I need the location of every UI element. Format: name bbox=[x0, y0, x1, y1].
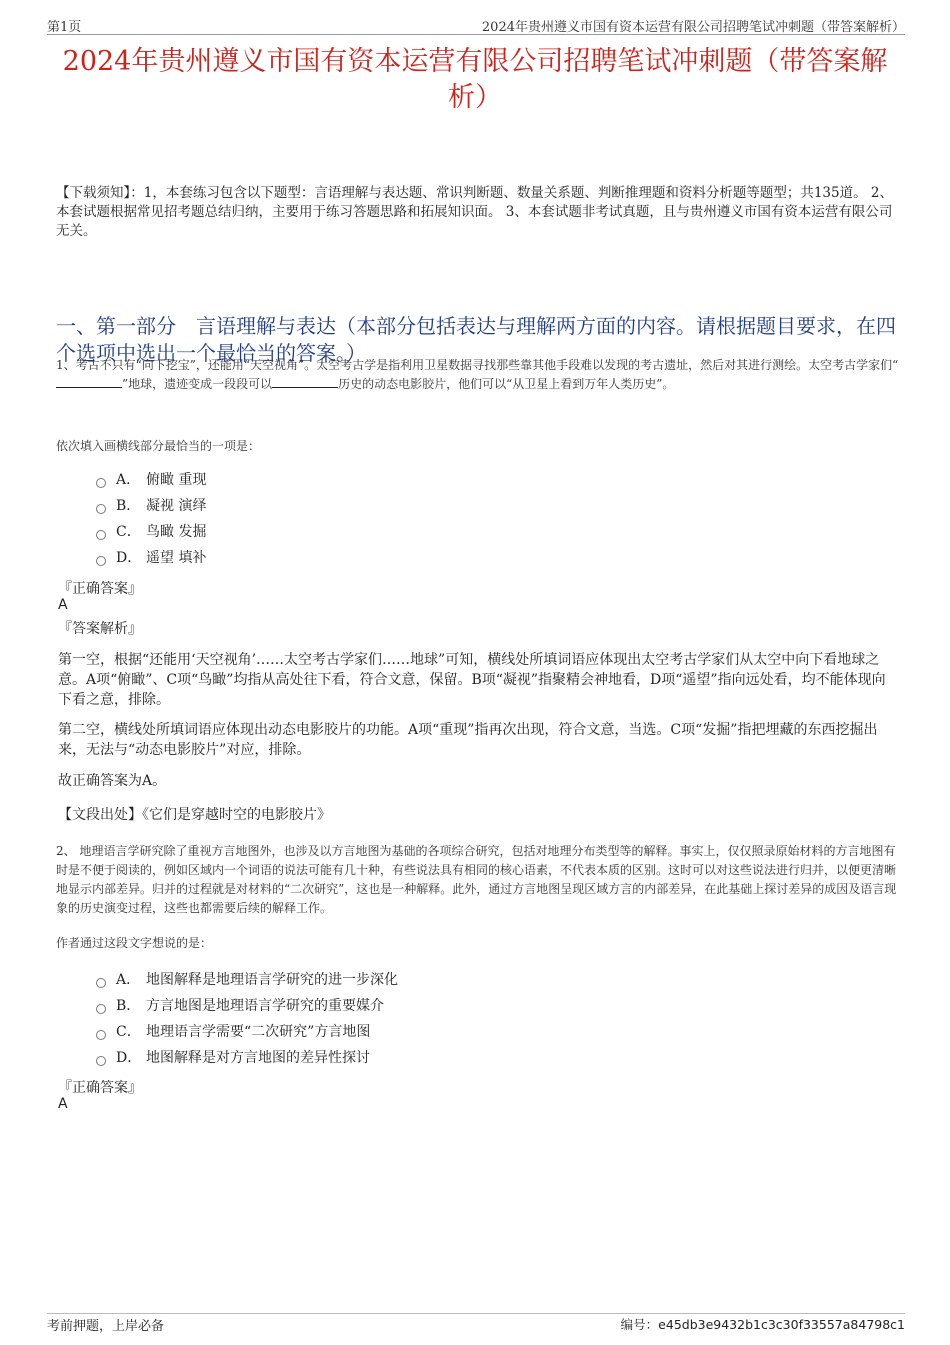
q1-option-d[interactable]: D． 遥望 填补 bbox=[96, 545, 206, 571]
q2-option-d[interactable]: D． 地图解释是对方言地图的差异性探讨 bbox=[96, 1045, 398, 1071]
q1-option-a[interactable]: A． 俯瞰 重现 bbox=[96, 467, 206, 493]
q2-answer: A bbox=[58, 1096, 68, 1112]
q2-option-b[interactable]: B． 方言地图是地理语言学研究的重要媒介 bbox=[96, 993, 398, 1019]
q1-analysis-label: 『答案解析』 bbox=[58, 621, 142, 637]
question-1-stem: 1、考古不只有“向下挖宝”，还能用“天空视角”。太空考古学是指利用卫星数据寻找那些靠其他手段难以发现的考古遗址，然后对其进行测绘。太空考古学家们“”地球，遗迹变成一段段可以 历史的动态电影胶片，他们可以“从卫星上看到万年人类历史”。 bbox=[56, 358, 899, 391]
radio-icon[interactable] bbox=[96, 530, 106, 540]
q1-option-c[interactable]: C． 鸟瞰 发掘 bbox=[96, 519, 206, 545]
q1-analysis-1: 第一空，根据“还能用‘天空视角’……太空考古学家们……地球”可知，横线处所填词语应体现出太空考古学家们从太空中向下看地球之意。A项“俯瞰”、C项“鸟瞰”均指从高处往下看，符合文意，保留。B项“凝视”指聚精会神地看，D项“遥望”指向远处看，均不能体现向下看之意，排除。 bbox=[58, 652, 886, 708]
radio-icon[interactable] bbox=[96, 504, 106, 514]
radio-icon[interactable] bbox=[96, 1030, 106, 1040]
radio-icon[interactable] bbox=[96, 1004, 106, 1014]
download-notice: 【下载须知】：1，本套练习包含以下题型：言语理解与表达题、常识判断题、数量关系题、判断推理题和资料分析题等题型；共135道。 2、本套试题根据常见招考题总结归纳，主要用于练习答题思路和拓展知识面。 3、本套试题非考试真题，且与贵州遵义市国有资本运营有限公司无关。 bbox=[56, 185, 893, 239]
q1-conclusion: 故正确答案为A。 bbox=[58, 773, 167, 789]
question-2-prompt: 作者通过这段文字想说的是： bbox=[56, 936, 213, 950]
q1-answer-label: 『正确答案』 bbox=[58, 581, 142, 597]
section-heading: 一、第一部分 言语理解与表达（本部分包括表达与理解两方面的内容。请根据题目要求，在四个选项中选出一个最恰当的答案。） bbox=[56, 314, 896, 365]
q1-answer: A bbox=[58, 597, 68, 613]
question-2-stem: 2、 地理语言学研究除了重视方言地图外，也涉及以方言地图为基础的各项综合研究，包括对地理分布类型等的解释。事实上，仅仅照录原始材料的方言地图有时是不便于阅读的，例如区域内一个词语的说法可能有几十种，有些说法具有相同的核心语素，不代表本质的区别。这时可以对这些说法进行归并，以便更清晰地显示内部差异。归并的过程就是对材料的“二次研究”，这也是一种解释。此外，通过方言地图呈现区域方言的内部差异，在此基础上探讨差异的成因及语言现象的历史演变过程，这些也都需要后续的解释工作。 bbox=[56, 844, 897, 915]
question-2-options bbox=[96, 967, 398, 1071]
footer-doc-id: 编号：e45db3e9432b1c3c30f33557a84798c1 bbox=[620, 1317, 905, 1332]
page-number: 第1页 bbox=[47, 20, 82, 35]
footer-slogan: 考前押题，上岸必备 bbox=[47, 1319, 165, 1334]
radio-icon[interactable] bbox=[96, 556, 106, 566]
question-1-prompt: 依次填入画横线部分最恰当的一项是： bbox=[56, 439, 261, 453]
question-1-options bbox=[96, 467, 206, 571]
radio-icon[interactable] bbox=[96, 1056, 106, 1066]
q2-option-a[interactable]: A． 地图解释是地理语言学研究的进一步深化 bbox=[96, 967, 398, 993]
document-title: 2024年贵州遵义市国有资本运营有限公司招聘笔试冲刺题（带答案解析） bbox=[62, 46, 888, 113]
blank-2 bbox=[272, 375, 338, 388]
radio-icon[interactable] bbox=[96, 478, 106, 488]
page-header bbox=[47, 14, 905, 35]
page-footer bbox=[47, 1313, 905, 1334]
q1-analysis-2: 第二空，横线处所填词语应体现出动态电影胶片的功能。A项“重现”指再次出现，符合文意，当选。C项“发掘”指把埋藏的东西挖掘出来，无法与“动态电影胶片”对应，排除。 bbox=[58, 722, 878, 758]
q1-source: 【文段出处】《它们是穿越时空的电影胶片》 bbox=[58, 807, 331, 823]
q2-option-c[interactable]: C． 地理语言学需要“二次研究”方言地图 bbox=[96, 1019, 398, 1045]
q2-answer-label: 『正确答案』 bbox=[58, 1080, 142, 1096]
blank-1 bbox=[56, 375, 122, 388]
radio-icon[interactable] bbox=[96, 978, 106, 988]
q1-option-b[interactable]: B． 凝视 演绎 bbox=[96, 493, 206, 519]
header-doc-title: 2024年贵州遵义市国有资本运营有限公司招聘笔试冲刺题（带答案解析） bbox=[481, 20, 905, 35]
